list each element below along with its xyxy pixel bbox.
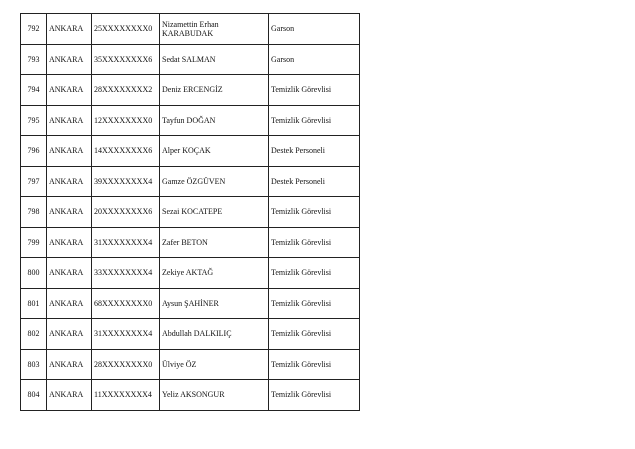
full-name-cell [160, 75, 269, 106]
full-name-cell [160, 197, 269, 228]
id-number-cell: 68XXXXXXXX0 [92, 288, 160, 319]
table-row [21, 136, 360, 167]
row-number-cell: 801 [21, 288, 47, 319]
full-name-cell [160, 136, 269, 167]
id-number-cell: 12XXXXXXXX0 [92, 105, 160, 136]
city-cell: ANKARA [47, 227, 92, 258]
city-cell: ANKARA [47, 288, 92, 319]
table-row [21, 197, 360, 228]
id-number-cell: 25XXXXXXXX0 [92, 14, 160, 45]
id-number-cell: 14XXXXXXXX6 [92, 136, 160, 167]
full-name-line: Yeliz AKSONGUR [162, 390, 225, 400]
city-cell: ANKARA [47, 349, 92, 380]
row-number-cell: 803 [21, 349, 47, 380]
row-number-cell: 800 [21, 258, 47, 289]
job-title-cell: Garson [269, 14, 360, 45]
table-row [21, 44, 360, 75]
id-number-cell: 28XXXXXXXX0 [92, 349, 160, 380]
city-cell: ANKARA [47, 319, 92, 350]
row-number-cell: 792 [21, 14, 47, 45]
full-name-cell [160, 349, 269, 380]
table-row [21, 105, 360, 136]
job-title-cell: Temizlik Görevlisi [269, 75, 360, 106]
city-cell: ANKARA [47, 44, 92, 75]
full-name-cell [160, 288, 269, 319]
full-name-line: Zekiye AKTAĞ [162, 268, 214, 278]
row-number-cell: 797 [21, 166, 47, 197]
full-name-cell [160, 227, 269, 258]
table-row [21, 288, 360, 319]
id-number-cell: 31XXXXXXXX4 [92, 227, 160, 258]
row-number-cell: 799 [21, 227, 47, 258]
id-number-cell: 39XXXXXXXX4 [92, 166, 160, 197]
city-cell: ANKARA [47, 14, 92, 45]
full-name-cell [160, 14, 269, 45]
city-cell: ANKARA [47, 258, 92, 289]
full-name-cell [160, 380, 269, 411]
table-row [21, 14, 360, 45]
row-number-cell: 798 [21, 197, 47, 228]
full-name-line: Sedat SALMAN [162, 54, 216, 64]
table-row [21, 75, 360, 106]
full-name-line: Aysun ŞAHİNER [162, 298, 219, 308]
job-title-cell: Destek Personeli [269, 166, 360, 197]
personnel-table-body [21, 14, 360, 411]
full-name-line: Gamze ÖZGÜVEN [162, 176, 226, 186]
table-row [21, 380, 360, 411]
job-title-cell: Temizlik Görevlisi [269, 105, 360, 136]
job-title-cell: Temizlik Görevlisi [269, 197, 360, 228]
city-cell: ANKARA [47, 380, 92, 411]
row-number-cell: 794 [21, 75, 47, 106]
full-name-cell [160, 319, 269, 350]
full-name-line: Nizamettin Erhan [162, 19, 219, 29]
full-name-line: Sezai KOCATEPE [162, 207, 223, 217]
full-name-line: Alper KOÇAK [162, 146, 211, 156]
job-title-cell: Temizlik Görevlisi [269, 227, 360, 258]
row-number-cell: 796 [21, 136, 47, 167]
job-title-cell: Temizlik Görevlisi [269, 349, 360, 380]
city-cell: ANKARA [47, 105, 92, 136]
id-number-cell: 20XXXXXXXX6 [92, 197, 160, 228]
city-cell: ANKARA [47, 197, 92, 228]
table-row [21, 349, 360, 380]
table-row [21, 227, 360, 258]
id-number-cell: 35XXXXXXXX6 [92, 44, 160, 75]
job-title-cell: Temizlik Görevlisi [269, 258, 360, 289]
row-number-cell: 793 [21, 44, 47, 75]
personnel-table [20, 13, 360, 411]
full-name-cell [160, 105, 269, 136]
full-name-cell [160, 166, 269, 197]
full-name-line: Abdullah DALKILIÇ [162, 329, 232, 339]
row-number-cell: 804 [21, 380, 47, 411]
id-number-cell: 28XXXXXXXX2 [92, 75, 160, 106]
job-title-cell: Temizlik Görevlisi [269, 380, 360, 411]
job-title-cell: Temizlik Görevlisi [269, 319, 360, 350]
job-title-cell: Garson [269, 44, 360, 75]
table-row [21, 319, 360, 350]
id-number-cell: 33XXXXXXXX4 [92, 258, 160, 289]
table-row [21, 258, 360, 289]
row-number-cell: 795 [21, 105, 47, 136]
row-number-cell: 802 [21, 319, 47, 350]
full-name-line: KARABUDAK [162, 28, 214, 38]
city-cell: ANKARA [47, 75, 92, 106]
city-cell: ANKARA [47, 136, 92, 167]
id-number-cell: 11XXXXXXXX4 [92, 380, 160, 411]
id-number-cell: 31XXXXXXXX4 [92, 319, 160, 350]
city-cell: ANKARA [47, 166, 92, 197]
full-name-line: Tayfun DOĞAN [162, 115, 216, 125]
job-title-cell: Temizlik Görevlisi [269, 288, 360, 319]
full-name-line: Deniz ERCENGİZ [162, 85, 223, 95]
full-name-line: Ülviye ÖZ [162, 359, 197, 369]
table-row [21, 166, 360, 197]
full-name-cell [160, 44, 269, 75]
job-title-cell: Destek Personeli [269, 136, 360, 167]
full-name-cell [160, 258, 269, 289]
full-name-line: Zafer BETON [162, 237, 208, 247]
